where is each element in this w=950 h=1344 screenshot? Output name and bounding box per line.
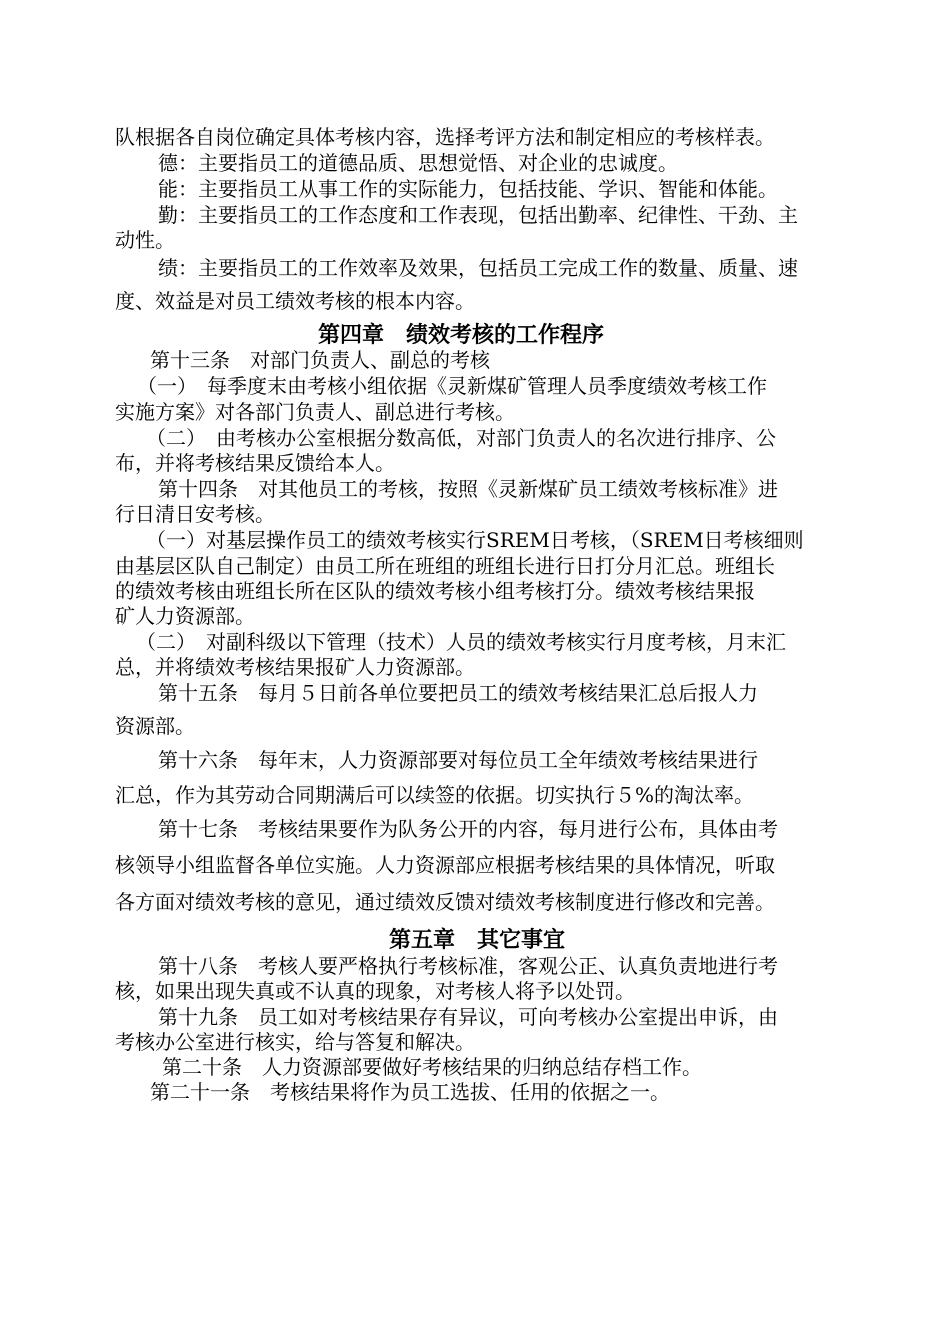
text-line: 第十四条 对其他员工的考核，按照《灵新煤矿员工绩效考核标准》进 [158, 477, 778, 501]
chapter-heading: 第四章 绩效考核的工作程序 [318, 322, 605, 348]
text-line: 的绩效考核由班组长所在区队的绩效考核小组考核打分。绩效考核结果报 [115, 579, 755, 603]
text-line: 总，并将绩效考核结果报矿人力资源部。 [115, 655, 475, 679]
text-line: 第十五条 每月５日前各单位要把员工的绩效考核结果汇总后报人力 [158, 681, 758, 705]
text-line: 由基层区队自己制定）由员工所在班组的班组长进行日打分月汇总。班组长 [115, 554, 775, 578]
text-line: 第十八条 考核人要严格执行考核标准，客观公正、认真负责地进行考 [158, 954, 778, 978]
chapter-heading: 第五章 其它事宜 [389, 927, 566, 953]
text-line: 考核办公室进行核实，给与答复和解决。 [115, 1030, 475, 1054]
text-line: 绩：主要指员工的工作效率及效果，包括员工完成工作的数量、质量、速 [158, 256, 798, 280]
text-line: （二） 由考核办公室根据分数高低，对部门负责人的名次进行排序、公 [146, 426, 776, 450]
text-line: 资源部。 [115, 714, 195, 738]
text-line: 汇总，作为其劳动合同期满后可以续签的依据。切实执行５%的淘汰率。 [115, 783, 755, 807]
text-line: （一） 每季度末由考核小组依据《灵新煤矿管理人员季度绩效考核工作 [137, 374, 767, 398]
text-line: 第二十条 人力资源部要做好考核结果的归纳总结存档工作。 [162, 1055, 702, 1079]
text-line: 第十七条 考核结果要作为队务公开的内容，每月进行公布，具体由考 [158, 817, 778, 841]
text-line: 第十六条 每年末，人力资源部要对每位员工全年绩效考核结果进行 [158, 748, 758, 772]
text-line: 核领导小组监督各单位实施。人力资源部应根据考核结果的具体情况，听取 [115, 853, 775, 877]
text-line: 动性。 [115, 228, 175, 252]
text-line: 各方面对绩效考核的意见，通过绩效反馈对绩效考核制度进行修改和完善。 [115, 890, 775, 914]
text-line: 第十三条 对部门负责人、副总的考核 [150, 348, 490, 372]
text-line: 第二十一条 考核结果将作为员工选拔、任用的依据之一。 [150, 1080, 670, 1104]
text-line: 队根据各自岗位确定具体考核内容，选择考评方法和制定相应的考核样表。 [115, 125, 775, 149]
text-line: 度、效益是对员工绩效考核的根本内容。 [115, 289, 475, 313]
text-line: 勤：主要指员工的工作态度和工作表现，包括出勤率、纪律性、干劲、主 [158, 203, 798, 227]
text-line: 行日清日安考核。 [115, 502, 275, 526]
text-line: 布，并将考核结果反馈给本人。 [115, 451, 395, 475]
text-line: 能：主要指员工从事工作的实际能力，包括技能、学识、智能和体能。 [158, 177, 778, 201]
text-line: 核，如果出现失真或不认真的现象，对考核人将予以处罚。 [115, 979, 635, 1003]
text-line: 第十九条 员工如对考核结果存有异议，可向考核办公室提出申诉，由 [158, 1005, 778, 1029]
text-line: （一）对基层操作员工的绩效考核实行SREM日考核，（SREM日考核细则 [146, 528, 804, 552]
text-line: 实施方案》对各部门负责人、副总进行考核。 [115, 400, 515, 424]
text-line: （二） 对副科级以下管理（技术）人员的绩效考核实行月度考核，月末汇 [136, 630, 786, 654]
text-line: 矿人力资源部。 [115, 604, 255, 628]
text-line: 德：主要指员工的道德品质、思想觉悟、对企业的忠诚度。 [158, 151, 678, 175]
